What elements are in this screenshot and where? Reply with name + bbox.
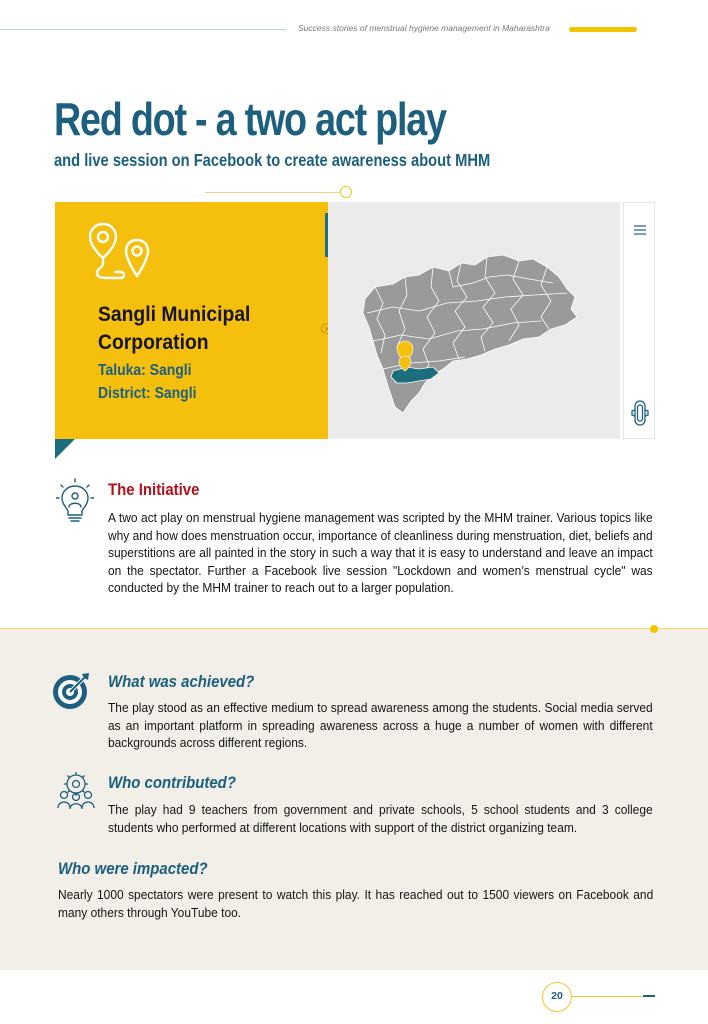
initiative-body: A two act play on menstrual hygiene management was scripted by the MHM trainer. Various topics like why and how does menstruation occur, importance of cleanliness during menstruation, diet, beliefs and superstitions are all painted in the story in such a way that it is easy to understand and leave an impact on the spectator. Further a Facebook live session "Lockdown and women’s menstrual cycle" was conducted by the MHM trainer to reach out to a larger population. bbox=[108, 510, 653, 595]
maharashtra-map bbox=[353, 237, 583, 422]
page-title: Red dot - a two act play bbox=[54, 93, 446, 145]
state-outline bbox=[363, 255, 577, 413]
achieved-body: The play stood as an effective medium to spread awareness among the students. Social media served as an important platform in spreading awareness across a huge a number of women with different backgrounds across different regions. bbox=[108, 700, 653, 750]
subtitle-circle bbox=[340, 186, 352, 198]
sangli-district-highlight bbox=[391, 367, 439, 383]
sanitary-pad-icon bbox=[631, 399, 649, 427]
map-panel bbox=[328, 202, 620, 439]
team-gear-icon bbox=[56, 770, 96, 810]
achieved-heading: What was achieved? bbox=[108, 672, 255, 691]
band-dot bbox=[650, 625, 658, 633]
location-taluka: Taluka: Sangli bbox=[98, 362, 192, 379]
impacted-body: Nearly 1000 spectators were present to watch this play. It has reached out to 1500 viewers on Facebook and many others through YouTube too. bbox=[58, 887, 654, 920]
location-district: District: Sangli bbox=[98, 385, 197, 402]
initiative-heading: The Initiative bbox=[108, 480, 200, 499]
menu-icon bbox=[633, 223, 647, 237]
impacted-heading: Who were impacted? bbox=[58, 859, 208, 878]
location-card bbox=[55, 202, 328, 439]
side-strip bbox=[623, 202, 655, 439]
subtitle-rule bbox=[205, 192, 343, 193]
chevron-right-icon: › bbox=[321, 323, 332, 334]
footer-rule bbox=[572, 996, 642, 997]
card-corner-triangle bbox=[55, 439, 75, 459]
route-pins-icon bbox=[89, 220, 153, 284]
page-number: 20 bbox=[542, 982, 572, 1012]
running-header: Success stories of menstrual hygiene management in Maharashtra bbox=[298, 23, 550, 33]
lightbulb-person-icon bbox=[56, 478, 94, 524]
page-subtitle: and live session on Facebook to create awareness about MHM bbox=[54, 150, 491, 170]
footer-dash bbox=[643, 995, 655, 997]
location-name: Sangli Municipal Corporation bbox=[98, 303, 251, 354]
target-arrow-icon bbox=[52, 670, 92, 710]
contributed-body: The play had 9 teachers from government and private schools, 5 school students and 3 college students who performed at different locations with support of the district organizing team. bbox=[108, 802, 653, 835]
header-accent-bar bbox=[569, 27, 637, 32]
header-rule bbox=[0, 29, 286, 30]
contributed-heading: Who contributed? bbox=[108, 773, 236, 792]
